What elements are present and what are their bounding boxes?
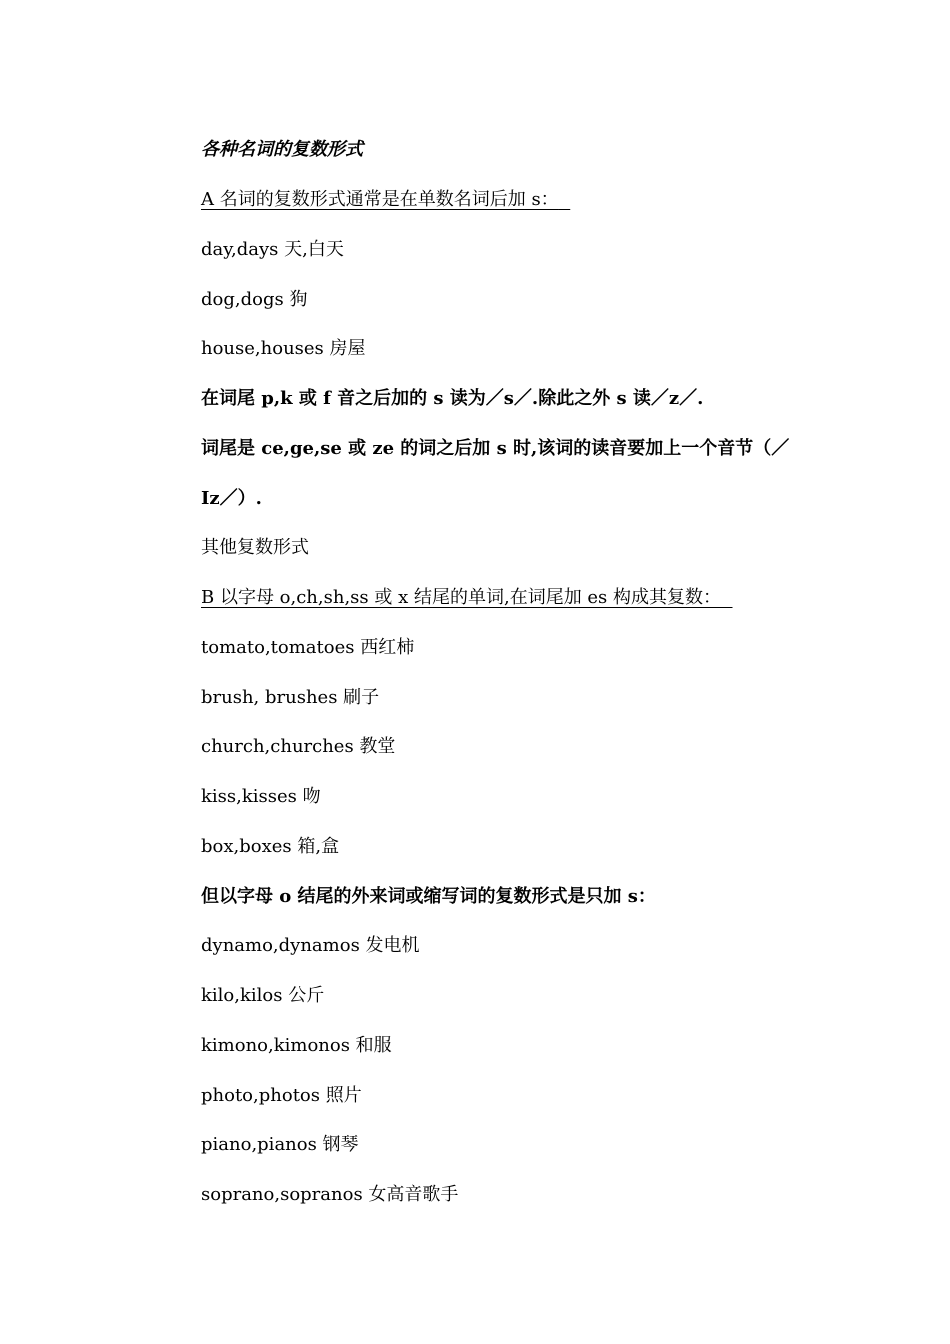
exception-example-line: kilo,kilos 公斤 bbox=[201, 985, 325, 1006]
example-line: day,days 天,白天 bbox=[201, 239, 344, 260]
example-line: house,houses 房屋 bbox=[201, 338, 366, 359]
example-line: box,boxes 箱,盒 bbox=[201, 836, 340, 857]
exception-example-line: photo,photos 照片 bbox=[201, 1085, 362, 1106]
section-a-heading: A 名词的复数形式通常是在单数名词后加 s： bbox=[201, 189, 559, 210]
document-title: 各种名词的复数形式 bbox=[201, 139, 363, 160]
other-forms-heading: 其他复数形式 bbox=[201, 537, 309, 558]
example-line: tomato,tomatoes 西红柿 bbox=[201, 637, 415, 658]
exception-example-line: kimono,kimonos 和服 bbox=[201, 1035, 392, 1056]
section-b-heading: B 以字母 o,ch,sh,ss 或 x 结尾的单词,在词尾加 es 构成其复数： bbox=[201, 587, 722, 608]
pronunciation-note-line-2: Iz／）. bbox=[201, 488, 262, 509]
exception-note: 但以字母 o 结尾的外来词或缩写词的复数形式是只加 s： bbox=[201, 886, 656, 907]
exception-example-line: dynamo,dynamos 发电机 bbox=[201, 935, 420, 956]
example-line: kiss,kisses 吻 bbox=[201, 786, 321, 807]
exception-example-line: soprano,sopranos 女高音歌手 bbox=[201, 1184, 459, 1205]
pronunciation-note-line-1: 词尾是 ce,ge,se 或 ze 的词之后加 s 时,该词的读音要加上一个音节（／ bbox=[201, 438, 790, 459]
exception-example-line: piano,pianos 钢琴 bbox=[201, 1134, 359, 1155]
example-line: church,churches 教堂 bbox=[201, 736, 396, 757]
example-line: brush, brushes 刷子 bbox=[201, 687, 380, 708]
example-line: dog,dogs 狗 bbox=[201, 289, 308, 310]
pronunciation-note: 在词尾 p,k 或 f 音之后加的 s 读为／s／.除此之外 s 读／z／. bbox=[201, 388, 704, 409]
